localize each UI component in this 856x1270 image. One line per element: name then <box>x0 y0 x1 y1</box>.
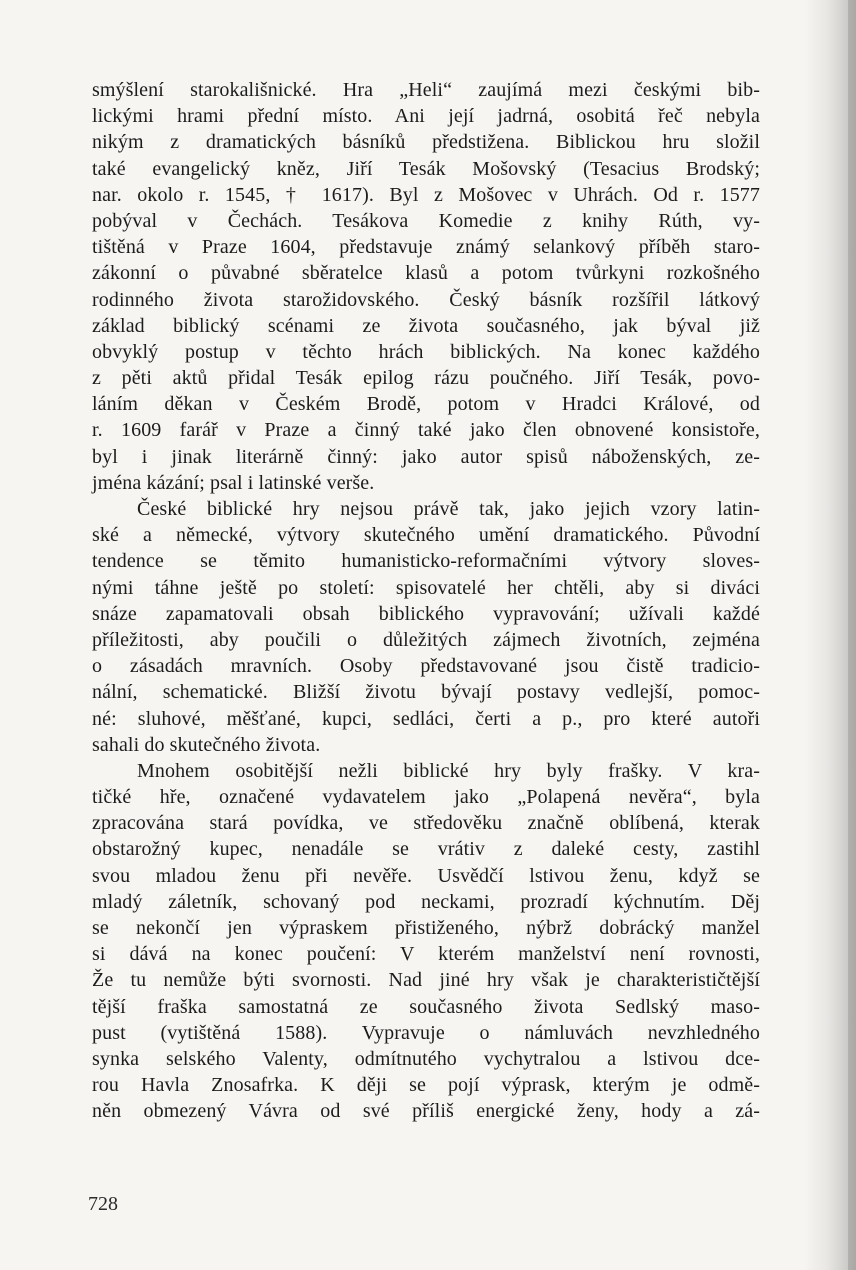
text-line-17: České biblické hry nejsou právě tak, jako jejich vzory latin- <box>137 498 760 520</box>
text-line-25: né: sluhové, měšťané, kupci, sedláci, čerti a p., pro které autoři <box>92 707 760 730</box>
text-line-12: z pěti aktů přidal Tesák epilog rázu poučného. Jiří Tesák, povo- <box>92 367 760 390</box>
text-line-3: nikým z dramatických básníků předstižena. Biblickou hru složil <box>92 131 760 154</box>
text-line-14: r. 1609 farář v Praze a činný také jako člen obnovené konsistoře, <box>92 419 760 442</box>
text-line-11: obvyklý postup v těchto hrách biblických. Na konec každého <box>92 340 760 363</box>
text-line-32: mladý záletník, schovaný pod neckami, prozradí kýchnutím. Děj <box>92 890 760 913</box>
text-line-13: láním děkan v Českém Brodě, potom v Hradci Králové, od <box>92 393 760 416</box>
text-line-18: ské a německé, výtvory skutečného umění dramatického. Původní <box>92 524 760 547</box>
text-line-29: zpracována stará povídka, ve středověku značně oblíbená, kterak <box>92 812 760 835</box>
text-line-30: obstarožný kupec, nenadále se vrátiv z daleké cesty, zastihl <box>92 838 760 861</box>
text-line-5: nar. okolo r. 1545, † 1617). Byl z Mošovec v Uhrách. Od r. 1577 <box>92 183 760 206</box>
text-line-19: tendence se těmito humanisticko-reformačními výtvory sloves- <box>92 550 760 573</box>
text-line-34: si dává na konec poučení: V kterém manželství není rovnosti, <box>92 943 760 966</box>
page-gutter-shadow <box>804 0 856 1270</box>
text-line-26: sahali do skutečného života. <box>92 733 321 756</box>
text-line-37: pust (vytištěná 1588). Vypravuje o námluvách nevzhledného <box>92 1021 760 1044</box>
page-number: 728 <box>88 1193 118 1215</box>
text-line-2: lickými hrami přední místo. Ani její jadrná, osobitá řeč nebyla <box>92 105 760 128</box>
text-line-16: jména kázání; psal i latinské verše. <box>92 471 375 494</box>
text-line-6: pobýval v Čechách. Tesákova Komedie z knihy Rúth, vy- <box>92 209 760 232</box>
text-line-31: svou mladou ženu při nevěře. Usvědčí lstivou ženu, když se <box>92 864 760 887</box>
text-line-7: tištěná v Praze 1604, představuje známý selankový příběh staro- <box>92 236 760 259</box>
text-line-23: o zásadách mravních. Osoby představované jsou čistě tradicio- <box>92 655 760 678</box>
text-line-24: nální, schematické. Bližší životu bývají postavy vedlejší, pomoc- <box>92 681 760 704</box>
text-line-9: rodinného života starožidovského. Český básník rozšířil látkový <box>92 288 760 311</box>
text-line-15: byl i jinak literárně činný: jako autor spisů náboženských, ze- <box>92 445 760 468</box>
text-line-39: rou Havla Znosafrka. K ději se pojí výprask, kterým je odmě- <box>92 1074 760 1097</box>
text-line-8: zákonní o půvabné sběratelce klasů a potom tvůrkyni rozkošného <box>92 262 760 285</box>
text-line-28: tičké hře, označené vydavatelem jako „Polapená nevěra“, byla <box>92 786 760 809</box>
text-line-20: nými táhne ještě po století: spisovatelé her chtěli, aby si diváci <box>92 576 760 599</box>
text-line-21: snáze zapamatovali obsah biblického vypravování; užívali každé <box>92 602 760 625</box>
text-line-33: se nekončí jen výpraskem přistiženého, nýbrž dobrácký manžel <box>92 917 760 939</box>
text-line-38: synka selského Valenty, odmítnutého vychytralou a lstivou dce- <box>92 1047 760 1070</box>
text-line-27: Mnohem osobitější nežli biblické hry byly frašky. V kra- <box>137 759 760 782</box>
text-line-36: tější fraška samostatná ze současného života Sedlský maso- <box>92 995 760 1018</box>
text-line-40: něn obmezený Vávra od své příliš energické ženy, hody a zá- <box>92 1100 760 1123</box>
text-line-4: také evangelický kněz, Jiří Tesák Mošovský (Tesacius Brodský; <box>92 157 760 180</box>
text-line-1: smýšlení starokališnické. Hra „Heli“ zaujímá mezi českými bib- <box>92 79 760 101</box>
text-line-22: příležitosti, aby poučili o důležitých zájmech životních, zejména <box>92 628 760 651</box>
body-text <box>92 77 760 1125</box>
text-line-35: Že tu nemůže býti svornosti. Nad jiné hry však je charakterističtější <box>92 969 760 992</box>
text-line-10: základ biblický scénami ze života současného, jak býval již <box>92 314 760 337</box>
